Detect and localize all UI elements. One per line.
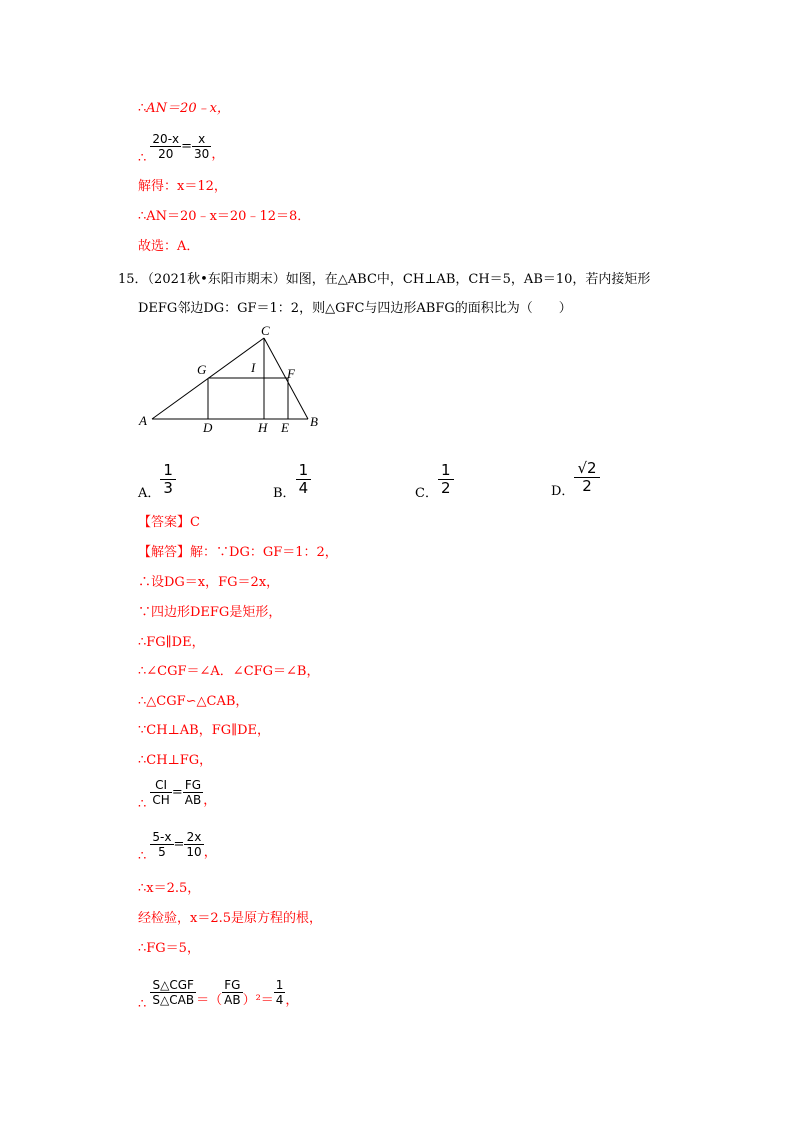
answer-tag: 【答案】 <box>138 515 191 530</box>
squared-equals: ）²＝ <box>242 993 274 1008</box>
triangle-figure <box>130 322 330 438</box>
option-b-num: 1 <box>296 462 312 480</box>
option-b-fraction <box>296 462 312 497</box>
answer-line <box>138 514 200 532</box>
fraction-fg-ab-2 <box>222 978 242 1007</box>
option-a-num: 1 <box>160 462 176 480</box>
fraction-fg-ab <box>183 778 203 807</box>
question-15-line-2: DEFG邻边DG：GF＝1：2，则△GFC与四边形ABFG的面积比为（ ） <box>138 301 572 316</box>
fraction-fg-num: FG <box>183 778 203 793</box>
fraction-2x-10 <box>184 830 203 859</box>
analysis-step-4: ∴FG∥DE， <box>138 635 205 650</box>
option-d-num: √2 <box>574 460 599 478</box>
analysis-step-1: 解：∵DG：GF＝1：2， <box>190 545 338 560</box>
area-cgf-num: S△CGF <box>150 978 196 993</box>
therefore-symbol: ∴ <box>138 151 147 166</box>
label-a: A <box>139 413 147 428</box>
analysis-proportion-1 <box>138 778 216 812</box>
area-cab-den: S△CAB <box>152 993 195 1007</box>
fraction-area-ratio <box>150 978 196 1007</box>
answer-value: C <box>190 515 200 530</box>
option-c[interactable] <box>415 462 454 501</box>
analysis-step-2: ∴设DG＝x，FG＝2x， <box>138 575 280 590</box>
prev-line-solve: 解得：x＝12， <box>138 179 227 194</box>
comma: ， <box>203 793 217 808</box>
option-b[interactable] <box>273 462 311 501</box>
prev-fraction-1-num: 20-x <box>152 132 180 146</box>
prev-line-result: ∴AN＝20﹣x＝20﹣12＝8． <box>138 209 311 224</box>
option-c-fraction <box>438 462 454 497</box>
prev-equals: = <box>181 139 193 154</box>
analysis-step-11: ∴FG＝5， <box>138 941 200 956</box>
option-a-den: 3 <box>163 479 173 497</box>
prev-comma: ， <box>211 147 225 162</box>
comma: ， <box>203 845 217 860</box>
prev-fraction-1 <box>150 132 181 161</box>
option-b-den: 4 <box>298 479 309 497</box>
therefore-symbol: ∴ <box>138 997 147 1012</box>
option-d-den: 2 <box>582 477 592 495</box>
prev-line-proportion <box>138 132 224 166</box>
analysis-line-1 <box>138 544 338 562</box>
label-d: D <box>203 420 213 435</box>
prev-an-text: AN＝20﹣x， <box>146 101 230 116</box>
analysis-step-6: ∴△CGF∽△CAB， <box>138 694 249 709</box>
fraction-ab-den: AB <box>184 793 202 807</box>
equals-paren: ＝（ <box>196 993 223 1008</box>
label-c: C <box>261 323 270 338</box>
option-a-fraction <box>160 462 176 497</box>
fraction-one-quarter <box>274 978 286 1007</box>
analysis-step-7: ∵CH⊥AB，FG∥DE， <box>138 723 271 738</box>
prev-fraction-2 <box>192 132 211 161</box>
option-d[interactable] <box>551 460 600 499</box>
label-f: F <box>287 366 295 381</box>
fraction-4-den: 4 <box>275 993 284 1007</box>
option-c-num: 1 <box>438 462 454 480</box>
analysis-tag: 【解答】 <box>138 545 191 560</box>
fraction-2x-num: 2x <box>184 830 203 845</box>
option-a[interactable] <box>138 462 176 501</box>
analysis-area-ratio <box>138 978 298 1012</box>
option-d-fraction <box>574 460 599 495</box>
fraction-ci-ch <box>150 778 171 807</box>
analysis-step-9: ∴x＝2.5， <box>138 881 201 896</box>
question-15-line-1 <box>118 271 650 289</box>
fraction-ci-num: CI <box>150 778 171 793</box>
fraction-10-den: 10 <box>186 845 202 859</box>
analysis-step-8: ∴CH⊥FG， <box>138 753 213 768</box>
analysis-step-5: ∴∠CGF＝∠A．∠CFG＝∠B， <box>138 664 320 679</box>
analysis-step-3: ∵四边形DEFG是矩形， <box>138 605 282 620</box>
prev-line-an <box>138 100 230 118</box>
option-c-den: 2 <box>440 479 451 497</box>
analysis-proportion-2 <box>138 830 217 864</box>
analysis-step-10: 经检验，x＝2.5是原方程的根， <box>138 911 323 926</box>
fraction-5-minus-x-num: 5-x <box>152 830 172 844</box>
label-i: I <box>251 360 256 375</box>
therefore-symbol: ∴ <box>138 849 147 864</box>
label-g: G <box>197 362 207 377</box>
fraction-fg-num-2: FG <box>222 978 242 993</box>
fraction-5-den: 5 <box>158 845 166 859</box>
question-stem-1: （2021秋•东阳市期末）如图，在△ABC中，CH⊥AB，CH＝5，AB＝10，若内接矩形 <box>147 272 651 287</box>
question-number: 15． <box>118 272 148 287</box>
equals-sign: = <box>173 837 185 852</box>
equals-sign: = <box>171 785 183 800</box>
prev-fraction-2-num: x <box>192 132 211 147</box>
therefore-symbol: ∴ <box>138 797 147 812</box>
comma: ， <box>285 993 299 1008</box>
fraction-ch-den: CH <box>152 793 170 807</box>
prev-fraction-1-den: 20 <box>158 147 174 161</box>
prev-fraction-2-den: 30 <box>194 147 210 161</box>
prev-line-choice: 故选：A． <box>138 239 200 254</box>
option-b-letter: B． <box>273 486 296 501</box>
option-a-letter: A． <box>138 486 161 501</box>
fraction-5-minus-x <box>150 830 173 859</box>
label-h: H <box>258 420 268 435</box>
fraction-ab-den-2: AB <box>224 993 241 1007</box>
option-d-letter: D． <box>551 484 575 499</box>
fraction-1-num: 1 <box>275 978 284 992</box>
label-e: E <box>281 420 289 435</box>
label-b: B <box>310 414 318 429</box>
option-c-letter: C． <box>415 486 438 501</box>
therefore-symbol: ∴ <box>138 101 147 116</box>
